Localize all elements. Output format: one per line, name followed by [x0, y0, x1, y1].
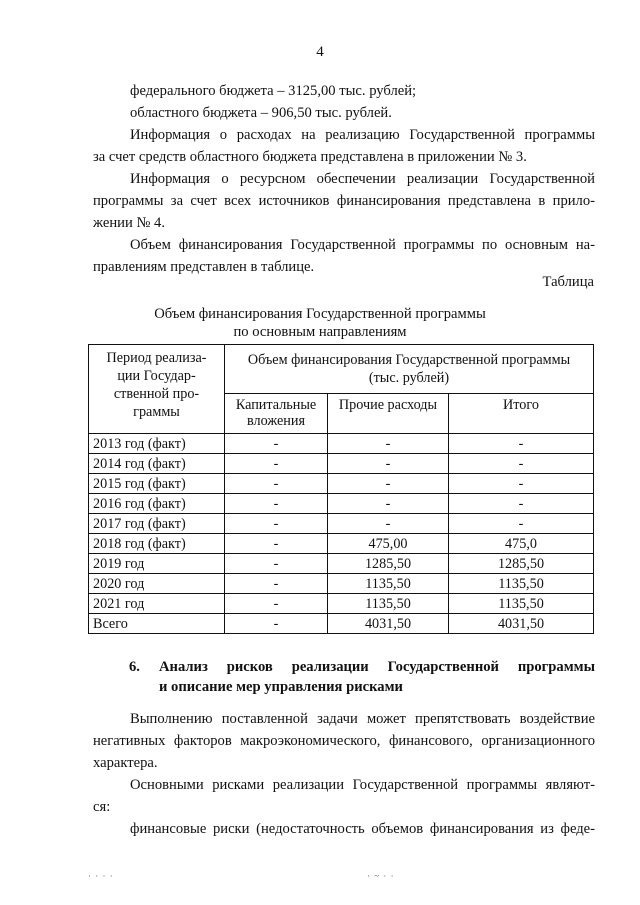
text-line: правлениям представлен в таблице. — [93, 259, 315, 275]
scan-mark: · · · · — [88, 871, 114, 881]
header-period-line: граммы — [133, 404, 180, 420]
table-row — [89, 454, 594, 474]
cell-period: 2021 год — [89, 594, 225, 614]
text-line: Выполнению поставленной задачи может препятствовать воздействие — [130, 711, 595, 727]
cell-other: - — [328, 514, 449, 534]
cell-capital: - — [225, 594, 328, 614]
cell-period: 2019 год — [89, 554, 225, 574]
cell-total: 1135,50 — [449, 594, 594, 614]
table-row — [89, 534, 594, 554]
cell-capital: - — [225, 554, 328, 574]
cell-period: 2013 год (факт) — [89, 434, 225, 454]
cell-total: - — [449, 494, 594, 514]
cell-capital: - — [225, 454, 328, 474]
cell-other: - — [328, 434, 449, 454]
header-total: Итого — [449, 394, 594, 434]
cell-other: - — [328, 494, 449, 514]
section-title-line2: и описание мер управления рисками — [159, 679, 403, 695]
cell-other: 4031,50 — [328, 614, 449, 634]
cell-total: 1285,50 — [449, 554, 594, 574]
cell-capital: - — [225, 574, 328, 594]
section-title-line1: Анализ рисков реализации Государственной программы — [159, 659, 595, 675]
scan-mark: · ~ · · — [367, 871, 395, 881]
cell-total: 475,0 — [449, 534, 594, 554]
text-line: негативных факторов макроэкономического, финансового, организационного — [93, 733, 595, 749]
cell-capital: - — [225, 514, 328, 534]
cell-other: - — [328, 474, 449, 494]
header-period — [89, 345, 225, 434]
text-line: за счет средств областного бюджета представлена в приложении № 3. — [93, 149, 527, 165]
cell-other: 475,00 — [328, 534, 449, 554]
table-row — [89, 574, 594, 594]
cell-other: 1135,50 — [328, 574, 449, 594]
table-row — [89, 514, 594, 534]
text-line: характера. — [93, 755, 158, 771]
cell-total: - — [449, 474, 594, 494]
cell-total: - — [449, 514, 594, 534]
table-label: Таблица — [542, 274, 594, 290]
page-number: 4 — [316, 44, 324, 60]
header-period-line: ции Государ- — [117, 368, 196, 384]
header-period-line: Период реализа- — [106, 350, 207, 366]
cell-other: 1135,50 — [328, 594, 449, 614]
header-financing-line: (тыс. рублей) — [368, 370, 450, 386]
cell-capital: - — [225, 534, 328, 554]
header-financing — [225, 345, 594, 394]
header-other: Прочие расходы — [328, 394, 449, 434]
text-line: Основными рисками реализации Государственной программы являют- — [130, 777, 595, 793]
cell-total: 4031,50 — [449, 614, 594, 634]
text-line: федерального бюджета – 3125,00 тыс. рублей; — [130, 83, 417, 99]
text-line: жении № 4. — [93, 215, 165, 231]
header-capital-line: вложения — [247, 413, 305, 429]
text-line: областного бюджета – 906,50 тыс. рублей. — [130, 105, 392, 121]
text-line: Объем финансирования Государственной программы по основным на- — [130, 237, 595, 253]
cell-total: - — [449, 454, 594, 474]
table-row — [89, 554, 594, 574]
table-row — [89, 474, 594, 494]
header-financing-line: Объем финансирования Государственной программы — [247, 352, 571, 368]
text-line: Информация о расходах на реализацию Государственной программы — [130, 127, 595, 143]
cell-other: 1285,50 — [328, 554, 449, 574]
text-line: финансовые риски (недостаточность объемов финансирования из феде- — [130, 821, 595, 837]
section-number: 6. — [129, 659, 140, 675]
cell-capital: - — [225, 434, 328, 454]
cell-period: Всего — [89, 614, 225, 634]
header-capital-line: Капитальные — [235, 397, 317, 413]
text-line: ся: — [93, 799, 111, 815]
cell-total: - — [449, 434, 594, 454]
text-line: программы за счет всех источников финансирования представлена в прило- — [93, 193, 595, 209]
text-line: Информация о ресурсном обеспечении реализации Государственной — [130, 171, 595, 187]
cell-period: 2020 год — [89, 574, 225, 594]
cell-other: - — [328, 454, 449, 474]
cell-capital: - — [225, 494, 328, 514]
cell-capital: - — [225, 474, 328, 494]
cell-period: 2014 год (факт) — [89, 454, 225, 474]
cell-period: 2018 год (факт) — [89, 534, 225, 554]
cell-period: 2016 год (факт) — [89, 494, 225, 514]
header-capital — [225, 394, 328, 434]
cell-period: 2017 год (факт) — [89, 514, 225, 534]
header-period-line: ственной про- — [113, 386, 200, 402]
table-title-line1: Объем финансирования Государственной программы — [154, 306, 486, 322]
cell-period: 2015 год (факт) — [89, 474, 225, 494]
cell-capital: - — [225, 614, 328, 634]
table-row — [89, 494, 594, 514]
table-row — [89, 594, 594, 614]
cell-total: 1135,50 — [449, 574, 594, 594]
table-row-total — [89, 614, 594, 634]
table-row — [89, 434, 594, 454]
table-title-line2: по основным направлениям — [233, 324, 407, 340]
financing-table — [88, 344, 594, 634]
